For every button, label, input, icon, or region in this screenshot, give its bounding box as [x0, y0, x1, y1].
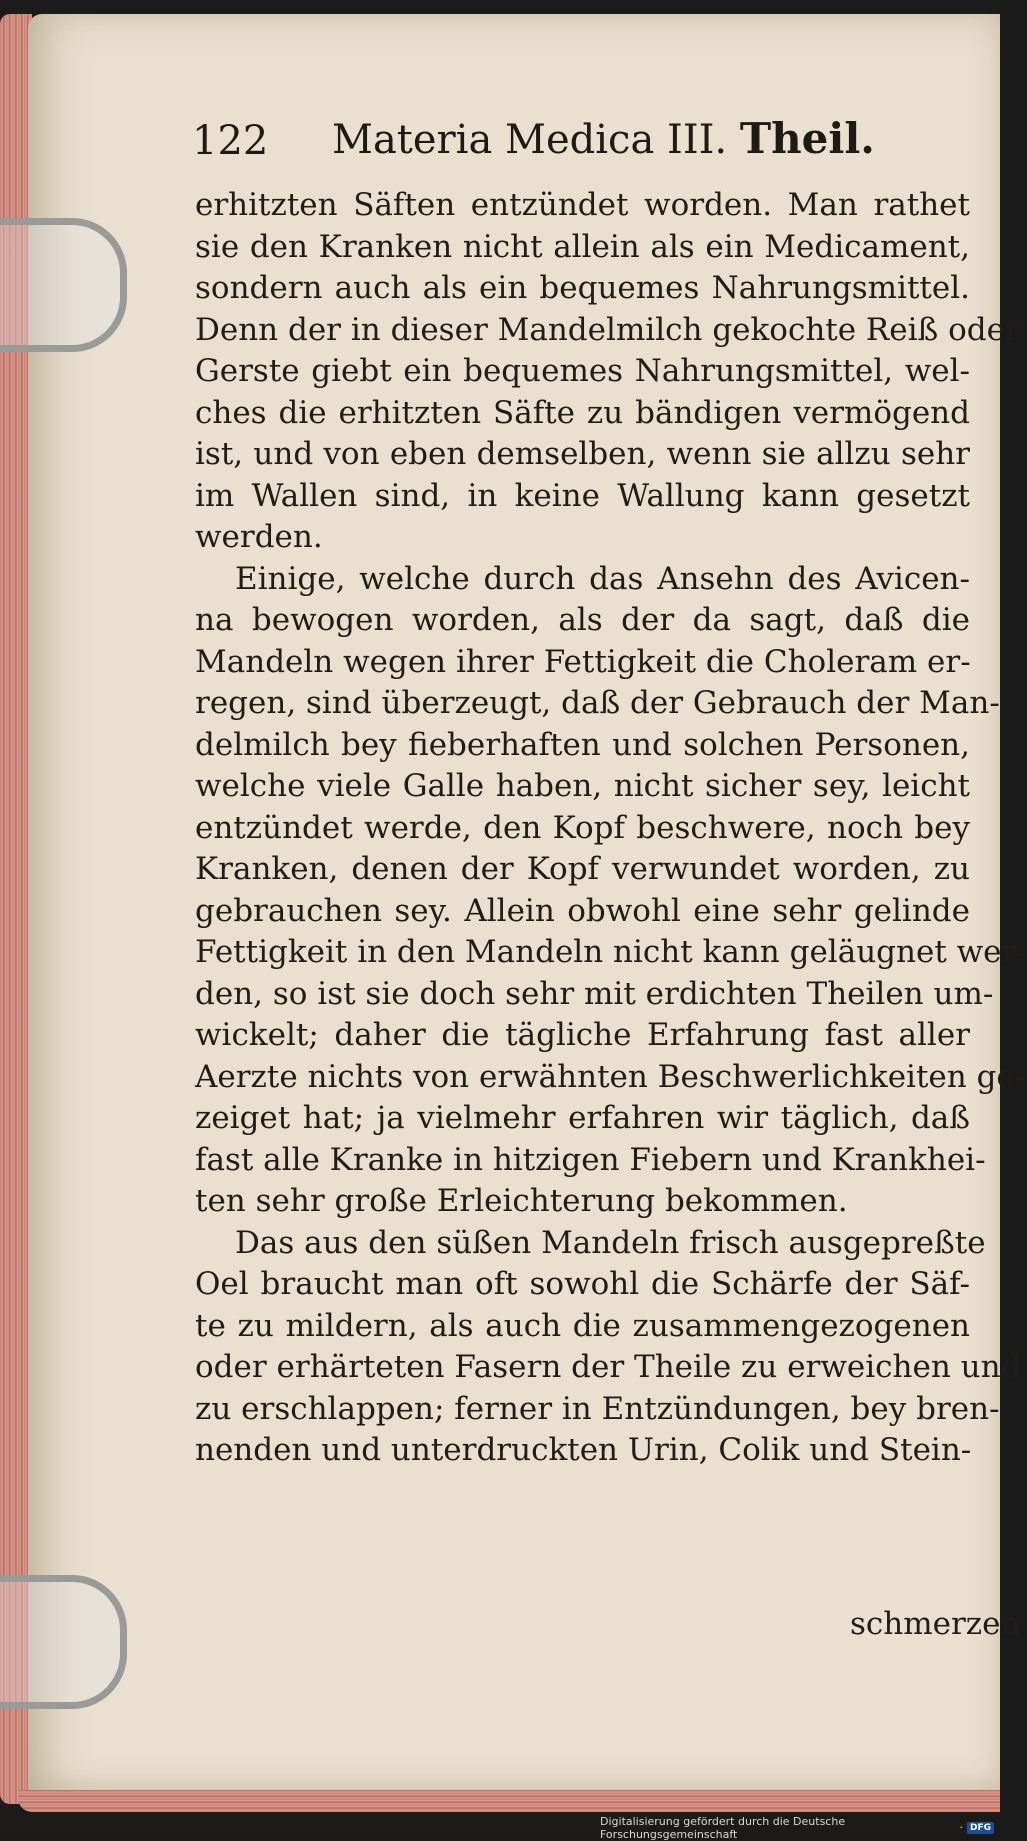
text-line: im Wallen sind, in keine Wallung kann gesetzt: [195, 477, 970, 514]
text-line: zeiget hat; ja vielmehr erfahren wir täglich, daß: [195, 1100, 970, 1136]
text-line: Denn der in dieser Mandelmilch gekochte Reiß oder: [195, 311, 1020, 348]
text-line: wickelt; daher die tägliche Erfahrung fast aller: [195, 1017, 970, 1053]
text-line: Mandeln wegen ihrer Fettigkeit die Choleram er-: [195, 643, 971, 680]
text-line: nenden und unterdruckten Urin, Colik und Stein-: [195, 1432, 972, 1468]
body-text: [195, 185, 1027, 1472]
page-header: [192, 108, 972, 178]
text-line: te zu mildern, als auch die zusammengezogenen: [195, 1307, 970, 1344]
text-line: Gerste giebt ein bequemes Nahrungsmittel, wel-: [195, 353, 970, 389]
text-line: Aerzte nichts von erwähnten Beschwerlichkeiten ge-: [195, 1058, 1026, 1095]
text-line: welche viele Galle haben, nicht sicher sey, leicht: [195, 768, 970, 804]
running-head-part: Theil.: [739, 114, 875, 163]
book-bottom-edge: [18, 1790, 1000, 1812]
separator: ·: [959, 1821, 963, 1834]
dfg-logo: DFG: [967, 1822, 994, 1834]
text-line: ten sehr große Erleichterung bekommen.: [195, 1183, 848, 1219]
text-line: regen, sind überzeugt, daß der Gebrauch der Man-: [195, 685, 1000, 721]
funding-credit: Digitalisierung gefördert durch die Deutsche Forschungsgemeinschaft: [600, 1814, 846, 1841]
text-line: sondern auch als ein bequemes Nahrungsmittel.: [195, 270, 970, 306]
text-line: na bewogen worden, als der da sagt, daß die: [195, 602, 970, 638]
text-line: oder erhärteten Fasern der Theile zu erweichen und: [195, 1349, 1021, 1385]
text-line: werden.: [195, 519, 323, 555]
text-line: fast alle Kranke in hitzigen Fiebern und Krankhei-: [195, 1141, 986, 1178]
text-line: den, so ist sie doch sehr mit erdichten Theilen um-: [195, 975, 994, 1012]
text-line: zu erschlappen; ferner in Entzündungen, bey bren-: [195, 1390, 1000, 1427]
text-line: Das aus den süßen Mandeln frisch ausgepreßte: [235, 1224, 986, 1261]
text-line: erhitzten Säften entzündet worden. Man rathet: [195, 187, 970, 223]
text-line: entzündet werde, den Kopf beschwere, noch bey: [195, 809, 970, 846]
page-clip-bottom: [0, 1575, 127, 1709]
digitization-footer: [600, 1814, 1000, 1841]
running-head-title: Materia Medica III.: [332, 117, 728, 163]
text-line: Fettigkeit in den Mandeln nicht kann geläugnet wer-: [195, 934, 1027, 970]
text-line: Kranken, denen der Kopf verwundet worden, zu: [195, 851, 970, 887]
text-line: Einige, welche durch das Ansehn des Avicen-: [235, 560, 970, 597]
page-clip-top: [0, 218, 127, 352]
text-line: ist, und von eben demselben, wenn sie allzu sehr: [195, 436, 970, 472]
running-head: [332, 114, 875, 163]
text-line: gebrauchen sey. Allein obwohl eine sehr gelinde: [195, 892, 970, 929]
page-number: 122: [192, 118, 269, 164]
text-line: sie den Kranken nicht allein als ein Medicament,: [195, 228, 970, 265]
text-line: Oel braucht man oft sowohl die Schärfe der Säf-: [195, 1266, 970, 1302]
text-line: delmilch bey fieberhaften und solchen Personen,: [195, 726, 970, 763]
catchword: schmerzen: [850, 1606, 1021, 1642]
text-line: ches die erhitzten Säfte zu bändigen vermögend: [195, 394, 970, 431]
